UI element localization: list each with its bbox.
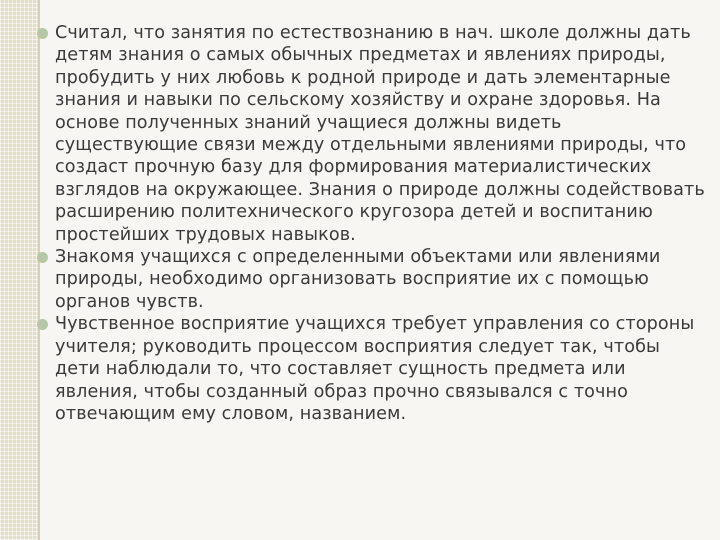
bullet-dot-icon [37, 319, 48, 330]
bullet-list [40, 22, 708, 425]
bullet-text-3: Чувственное восприятие учащихся требует управления со стороны учителя; руководить процессом восприятия следует так, чтобы дети наблюдали то, что составляет сущность предмета или явления, чтобы созданный образ прочно связывался с точно отвечающим ему словом, названием. [55, 314, 695, 424]
bullet-text-1: Считал, что занятия по естествознанию в нач. школе должны дать детям знания о самых обычных предметах и явлениях природы, пробудить у них любовь к родной природе и дать элементарные знания и навыки по сельскому хозяйству и охране здоровья. На основе полученных знаний учащиеся должны видеть существующие связи между отдельными явлениями природы, что создаст прочную базу для формирования материалистических взглядов на окружающее. Знания о природе должны содействовать расширению политехнического кругозора детей и воспитанию простейших трудовых навыков. [55, 23, 705, 245]
bullet-item-3 [40, 313, 708, 425]
bullet-item-1 [40, 22, 708, 246]
bullet-item-2 [40, 246, 708, 313]
bullet-dot-icon [37, 28, 48, 39]
decorative-left-strip [0, 0, 38, 540]
bullet-text-2: Знакомя учащихся с определенными объектами или явлениями природы, необходимо организовать восприятие их с помощью органов чувств. [55, 247, 661, 312]
bullet-dot-icon [37, 252, 48, 263]
